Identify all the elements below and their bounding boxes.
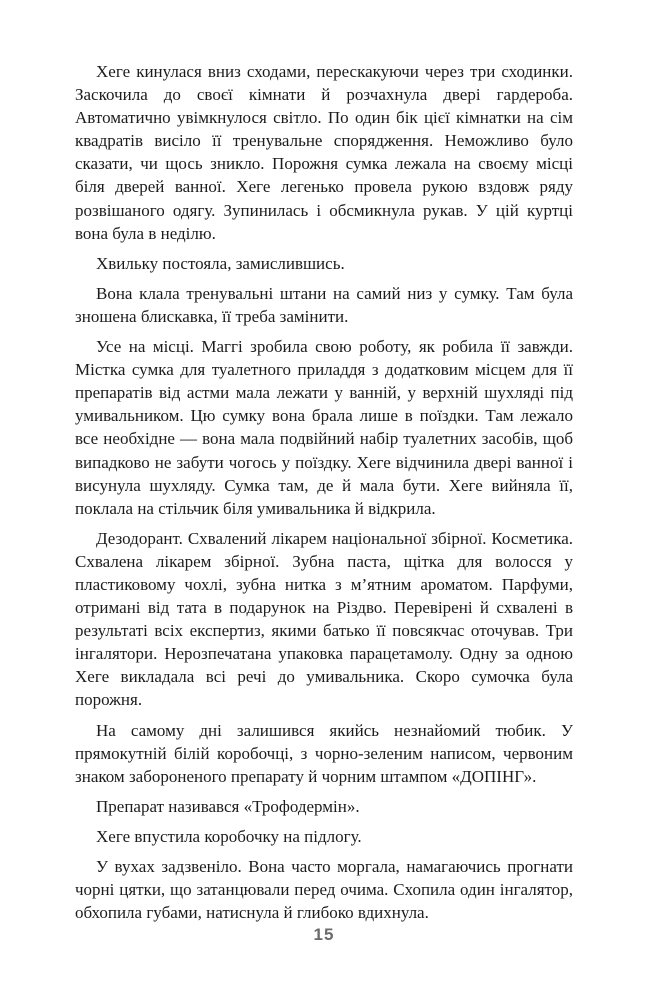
paragraph-8: Хеге впустила коробочку на підлогу. [96,826,362,846]
paragraph-7: Препарат називався «Трофодермін». [96,796,360,816]
paragraph-1: Хеге кинулася вниз сходами, перескакуючи через три сходинки. Заскочила до своєї кімнати й розчахнула двері гардероба. Автоматично увімкнулося світло. По один бік цієї кімнатки на сім квадратів висіло її тренувальне спорядження. Неможливо було сказати, чи щось зникло. Порожня сумка лежала на своєму місці біля дверей ванної. Хеге легенько провела рукою вздовж ряду розвішаного одягу. Зупинилась і обсмикнула рукав. У цій куртці вона була в неділю. [75,62,573,243]
page-body [75,60,573,924]
paragraph-6: На самому дні залишився якийсь незнайомий тюбик. У прямокутній білій коробочці, з чорно-зеленим написом, червоним знаком забороненого препарату й чорним штампом «ДОПІНГ». [75,720,573,786]
paragraph-5: Дезодорант. Схвалений лікарем національної збірної. Косметика. Схвалена лікарем збірної. Зубна паста, щітка для волосся у пластиковому чохлі, зубна нитка з м’ятним ароматом. Парфуми, отримані від тата в подарунок на Різдво. Перевірені й схвалені в результаті всіх експертиз, якими батько її повсякчас оточував. Три інгалятори. Нерозпечатана упаковка парацетамолу. Одну за одною Хеге викладала всі речі до умивальника. Скоро сумочка була порожня. [75,528,573,710]
paragraph-9: У вухах задзвеніло. Вона часто моргала, намагаючись прогнати чорні цятки, що затанцювали перед очима. Схопила один інгалятор, обхопила губами, натиснула й глибоко вдихнула. [75,857,573,923]
page-number: 15 [313,925,335,944]
paragraph-3: Вона клала тренувальні штани на самий низ у сумку. Там була зношена блискавка, її треба замінити. [75,283,573,326]
paragraph-4: Усе на місці. Маггі зробила свою роботу, як робила її завжди. Містка сумка для туалетного приладдя з додатковим місцем для її препаратів від астми мала лежати у ванній, у верхній шухляді під умивальником. Цю сумку вона брала лише в поїздки. Там лежало все необхідне — вона мала подвійний набір туалетних засобів, щоб випадково не забути чогось у поїздку. Хеге відчинила двері ванної і висунула шухляду. Сумка там, де й мала бути. Хеге вийняла її, поклала на стільчик біля умивальника й відкрила. [75,337,573,518]
paragraph-2: Хвильку постояла, замислившись. [96,253,345,273]
